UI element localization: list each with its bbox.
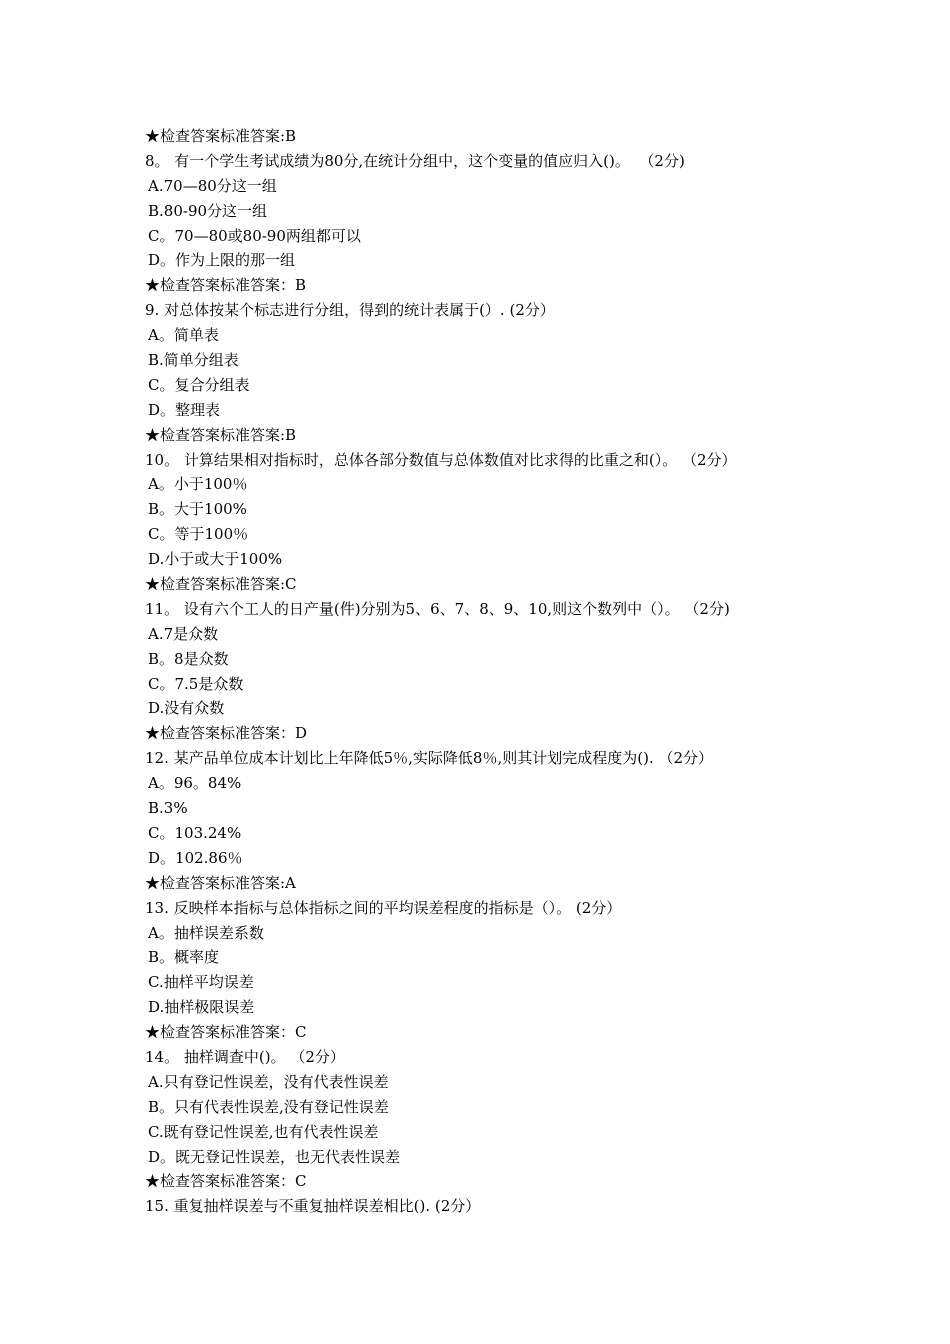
- question-text: 10。 计算结果相对指标时，总体各部分数值与总体数值对比求得的比重之和(）。 （2分）: [145, 450, 737, 469]
- question-text: 8。 有一个学生考试成绩为80分,在统计分组中，这个变量的值应归入()。 （2分): [145, 151, 685, 170]
- option-text: D。作为上限的那一组: [148, 251, 296, 270]
- option-text: C。等于100％: [148, 525, 249, 544]
- answer-text: ★检查答案标准答案:B: [145, 425, 297, 444]
- answer-text: ★检查答案标准答案:B: [145, 127, 297, 145]
- answer-text: ★检查答案标准答案：C: [145, 1172, 307, 1191]
- option-text: C。复合分组表: [148, 375, 250, 394]
- option-text: A。抽样误差系数: [148, 923, 264, 942]
- option-text: D。既无登记性误差，也无代表性误差: [148, 1147, 401, 1166]
- option-text: C.抽样平均误差: [148, 973, 254, 992]
- question-text: 14。 抽样调查中()。 （2分）: [145, 1047, 345, 1066]
- question-text: 9. 对总体按某个标志进行分组，得到的统计表属于(）. (2分）: [145, 301, 555, 320]
- option-text: B.简单分组表: [148, 351, 239, 370]
- answer-text: ★检查答案标准答案：B: [145, 276, 307, 295]
- option-text: B。概率度: [148, 948, 220, 967]
- option-text: A.70—80分这一组: [148, 176, 277, 195]
- option-text: B.3%: [148, 799, 188, 818]
- option-text: C。7.5是众数: [148, 674, 244, 693]
- answer-text: ★检查答案标准答案:A: [145, 873, 296, 892]
- question-text: 11。 设有六个工人的日产量(件)分别为5、6、7、8、9、10,则这个数列中（）。 （2分): [145, 599, 730, 618]
- question-text: 13. 反映样本指标与总体指标之间的平均误差程度的指标是（）。 (2分）: [145, 898, 622, 917]
- option-text: A.只有登记性误差，没有代表性误差: [148, 1072, 389, 1091]
- question-text: 12. 某产品单位成本计划比上年降低5％,实际降低8％,则其计划完成程度为(). （2分）: [145, 749, 714, 768]
- option-text: A。96。84%: [148, 774, 242, 793]
- option-text: C。70—80或80-90两组都可以: [148, 226, 361, 245]
- question-text: 15. 重复抽样误差与不重复抽样误差相比(). (2分）: [145, 1197, 481, 1216]
- option-text: D.抽样极限误差: [148, 998, 255, 1017]
- answer-text: ★检查答案标准答案:C: [145, 575, 297, 594]
- option-text: D。整理表: [148, 400, 221, 419]
- option-text: A。小于100％: [148, 475, 248, 494]
- option-text: D。102.86％: [148, 848, 243, 867]
- answer-text: ★检查答案标准答案：D: [145, 724, 308, 743]
- option-text: D.小于或大于100%: [148, 550, 283, 569]
- option-text: B.80-90分这一组: [148, 201, 268, 220]
- option-text: B。大于100%: [148, 500, 247, 519]
- option-text: A.7是众数: [148, 624, 219, 643]
- quiz-content: [145, 124, 905, 1219]
- option-text: D.没有众数: [148, 699, 225, 718]
- answer-text: ★检查答案标准答案：C: [145, 1023, 307, 1042]
- option-text: A。简单表: [148, 326, 219, 345]
- option-text: C.既有登记性误差,也有代表性误差: [148, 1122, 379, 1141]
- option-text: B。只有代表性误差,没有登记性误差: [148, 1097, 389, 1116]
- option-text: B。8是众数: [148, 649, 229, 668]
- option-text: C。103.24%: [148, 823, 242, 842]
